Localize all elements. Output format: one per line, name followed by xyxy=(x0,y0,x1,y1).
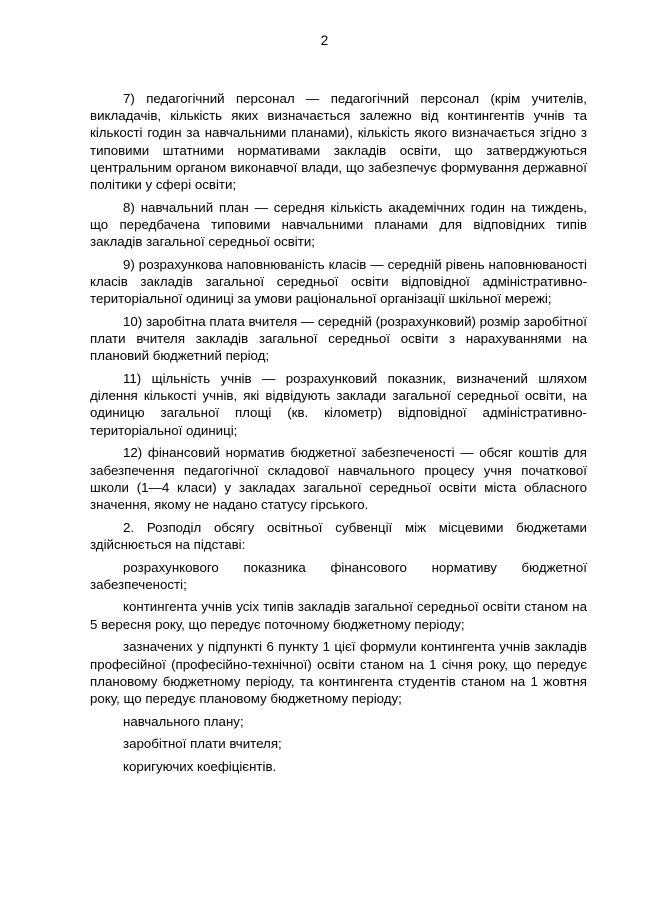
paragraph-basis-coefficients: коригуючих коефіцієнтів. xyxy=(123,759,277,775)
paragraph-section-2: 2. Розподіл обсягу освітньої субвенції між місцевими бюджетами здійснюється на підставі: xyxy=(90,519,587,552)
paragraph-definition-8: 8) навчальний план — середня кількість академічних годин на тиждень, що передбачена типовими навчальними планами для відповідних типів закладів загальної середньої освіти; xyxy=(90,199,587,250)
paragraph-definition-11: 11) щільність учнів — розрахунковий показник, визначений шляхом ділення кількості учнів, які відвідують заклади загальної середньої освіти, на одиницю загальної площі (кв. кілометр) відповідної адміністративно-територіальної одиниці; xyxy=(90,371,587,438)
paragraph-definition-12: 12) фінансовий норматив бюджетної забезпеченості — обсяг коштів для забезпечення педагогічної складової навчального процесу учня початкової школи (1—4 класи) у закладах загальної середньої освіти міста обласного значення, якому не надано статусу гірського. xyxy=(90,445,587,512)
paragraph-definition-9: 9) розрахункова наповнюваність класів — середній рівень наповнюваності класів закладів загальної середньої освіти відповідної адміністративно-територіальної одиниці за умови раціональної організації шкільної мережі; xyxy=(90,256,587,307)
paragraph-definition-10: 10) заробітна плата вчителя — середній (розрахунковий) розмір заробітної плати вчителя закладів загальної середньої освіти з нарахуваннями на плановий бюджетний період; xyxy=(90,313,587,364)
paragraph-definition-7: 7) педагогічний персонал — педагогічний персонал (крім учителів, викладачів, кількість яких визначається залежно від контингентів учнів та кількості годин за навчальними планами), кількість якого визначається згідно з типовими штатними нормативами закладів освіти, що затверджуються центральним органом виконавчої влади, що забезпечує формування державної політики у сфері освіти; xyxy=(90,91,587,193)
paragraph-basis-curriculum: навчального плану; xyxy=(123,713,244,729)
paragraph-basis-indicator: розрахункового показника фінансового нормативу бюджетної забезпеченості; xyxy=(90,559,587,592)
paragraph-basis-school-pupils: контингента учнів усіх типів закладів загальної середньої освіти станом на 5 вересня року, що передує поточному бюджетному періоду; xyxy=(90,599,587,632)
document-body xyxy=(90,90,587,775)
paragraph-basis-vocational-pupils: зазначених у підпункті 6 пункту 1 цієї формули контингента учнів закладів професійної (професійно-технічної) освіти станом на 1 січня року, що передує плановому бюджетному періоду, та контингента студентів станом на 1 жовтня року, що передує плановому бюджетному періоду; xyxy=(90,639,587,706)
page-number: 2 xyxy=(320,33,329,48)
paragraph-basis-teacher-salary: заробітної плати вчителя; xyxy=(123,736,282,752)
